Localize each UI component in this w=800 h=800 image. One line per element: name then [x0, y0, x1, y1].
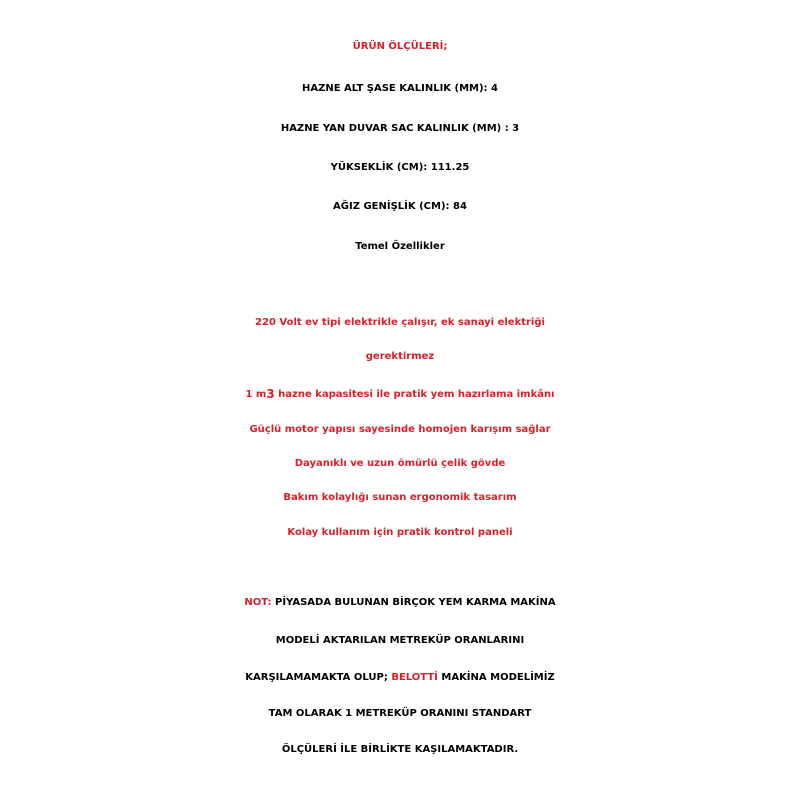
spec-mouth-width: AĞIZ GENİŞLİK (CM): 84 [333, 201, 467, 212]
feature-control-panel: Kolay kullanım için pratik kontrol paneli [287, 527, 513, 538]
note-line3-post: MAKİNA MODELİMİZ [437, 672, 555, 683]
spec-chassis-thickness: HAZNE ALT ŞASE KALINLIK (MM): 4 [301, 83, 498, 94]
note-line3 [0, 673, 800, 683]
note-line3-pre: KARŞILAMAMAKTA OLUP; [245, 672, 392, 683]
note-line1-text: PİYASADA BULUNAN BİRÇOK YEM KARMA MAKİNA [271, 597, 556, 608]
feature-capacity-pre: 1 m [245, 389, 267, 400]
feature-capacity-sup: 3 [266, 387, 275, 401]
feature-voltage-line2: gerektirmez [365, 351, 435, 362]
feature-voltage-line1: 220 Volt ev tipi elektrikle çalışır, ek sanayi elektriği [255, 317, 545, 328]
feature-body: Dayanıklı ve uzun ömürlü çelik gövde [294, 458, 506, 469]
feature-motor: Güçlü motor yapısı sayesinde homojen karışım sağlar [249, 424, 551, 435]
note-label: NOT: [244, 597, 272, 608]
note-line5: ÖLÇÜLERİ İLE BİRLİKTE KAŞILAMAKTADIR. [281, 744, 519, 755]
features-heading: Temel Özellikler [355, 241, 445, 252]
brand-name: BELOTTİ [391, 672, 438, 683]
feature-capacity-post: hazne kapasitesi ile pratik yem hazırlama imkânı [274, 389, 555, 400]
spec-height: YÜKSEKLİK (CM): 111.25 [330, 162, 470, 173]
spec-side-wall-thickness: HAZNE YAN DUVAR SAC KALINLIK (MM) : 3 [280, 123, 520, 134]
title: ÜRÜN ÖLÇÜLERİ; [352, 41, 448, 52]
feature-capacity [0, 387, 800, 402]
note-line4: TAM OLARAK 1 METREKÜP ORANINI STANDART [268, 708, 532, 719]
feature-design: Bakım kolaylığı sunan ergonomik tasarım [283, 492, 517, 503]
note-line2: MODELİ AKTARILAN METREKÜP ORANLARINI [275, 635, 525, 646]
note-line1 [0, 598, 800, 608]
